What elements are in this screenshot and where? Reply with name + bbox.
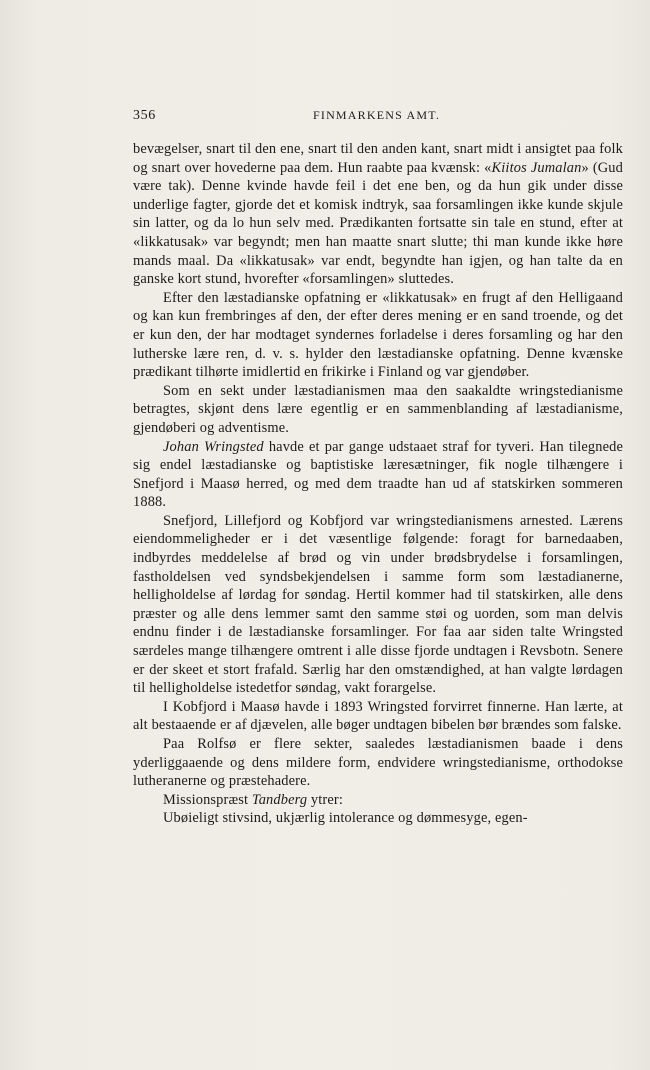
italic-name: Tandberg bbox=[251, 791, 308, 808]
text-segment: Snefjord, Lillefjord og Kobfjord var wringstedianismens arnested. Lærens eiendommeligheder er i det væsentlige følgende: foragt for barnedaaben, indbyrdes meddelelse af brød og vin under brødsbrydelse i forsamlingen, fastholdelsen ved syndsbekjendelsen i samme form som læstadianerne, helligholdelse af lørdag for søndag. Hertil kommer had til statskirken, alle dens præster og alle dens lemmer samt den samme støi og uorden, som man delvis endnu finder i de læstadianske forsamlinger. For faa aar siden talte Wringsted særdeles mange tilhængere omtrent i alle disse fjorde undtagen i Revsbotn. Senere er der skeet et stort frafald. Særlig har den omstændighed, at han valgte lørdagen til helligholdelse istedetfor søndag, vakt forargelse. bbox=[133, 512, 623, 697]
paragraph-1 bbox=[133, 140, 623, 289]
italic-name: Johan Wringsted bbox=[163, 438, 264, 455]
italic-phrase: Kiitos Jumalan bbox=[491, 159, 582, 176]
text-segment: Paa Rolfsø er flere sekter, saaledes læstadianismen baade i dens yderliggaaende og dens mildere form, endvidere wringstedianisme, orthodokse lutheranerne og præstehadere. bbox=[133, 736, 623, 790]
text-segment: havde et par gange udstaaet straf for tyveri. Han tilegnede sig endel læstadianske og baptistiske læresætninger, fik nogle tilhængere i Snefjord i Maasø herred, og med dem traadte han ud af statskirken sommeren 1888. bbox=[133, 438, 623, 511]
page-number: 356 bbox=[133, 108, 156, 123]
paragraph-9 bbox=[133, 809, 623, 828]
paragraph-3 bbox=[133, 382, 623, 438]
paragraph-5 bbox=[133, 512, 623, 698]
paragraph-8 bbox=[133, 791, 623, 810]
paragraph-4 bbox=[133, 438, 623, 512]
paragraph-2 bbox=[133, 289, 623, 382]
text-segment: ytrer: bbox=[307, 791, 343, 808]
text-segment: Missionspræst bbox=[163, 791, 252, 808]
text-segment: Ubøieligt stivsind, ukjærlig intolerance og dømmesyge, egen- bbox=[163, 810, 528, 827]
text-segment: bevægelser, snart til den ene, snart til den anden kant, snart midt i ansigtet paa folk og snart over hovederne paa dem. Hun raabte paa kvænsk: « bbox=[133, 141, 623, 176]
text-segment: » (Gud være tak). Denne kvinde havde feil i det ene ben, og da hun gik under disse underlige fagter, gjorde det et komisk indtryk, saa forsamlingen ikke kunde skjule sin latter, og da lo hun selv med. Prædikanten fortsatte sin tale en stund, efter at «likkatusak» var begyndt; men han maatte snart slutte; thi man kunde ikke høre mands maal. Da «likkatusak» var endt, begyndte han igjen, og han talte da en ganske kort stund, hvorefter «forsamlingen» sluttedes. bbox=[133, 159, 623, 288]
text-segment: Efter den læstadianske opfatning er «likkatusak» en frugt af den Helligaand og kan kun frembringes af den, der efter deres mening er en sand troende, og det er kun den, der har modtaget syndernes forladelse i deres forsamling og har den lutherske lære ren, d. v. s. hylder den læstadianske opfatning. Denne kvænske prædikant tilhørte imidlertid en frikirke i Finland og var gjendøber. bbox=[133, 289, 623, 381]
body-text bbox=[133, 140, 623, 828]
text-segment: Som en sekt under læstadianismen maa den saakaldte wringstedianisme betragtes, skjønt dens lære egentlig er en sammenblanding af læstadianisme, gjendøberi og adventisme. bbox=[133, 382, 623, 436]
text-segment: I Kobfjord i Maasø havde i 1893 Wringsted forvirret finnerne. Han lærte, at alt bestaaende er af djævelen, alle bøger undtagen bibelen bør brændes som falske. bbox=[133, 698, 623, 734]
running-title: FINMARKENS AMT. bbox=[313, 108, 441, 122]
paragraph-7 bbox=[133, 735, 623, 791]
paragraph-6 bbox=[133, 698, 623, 735]
